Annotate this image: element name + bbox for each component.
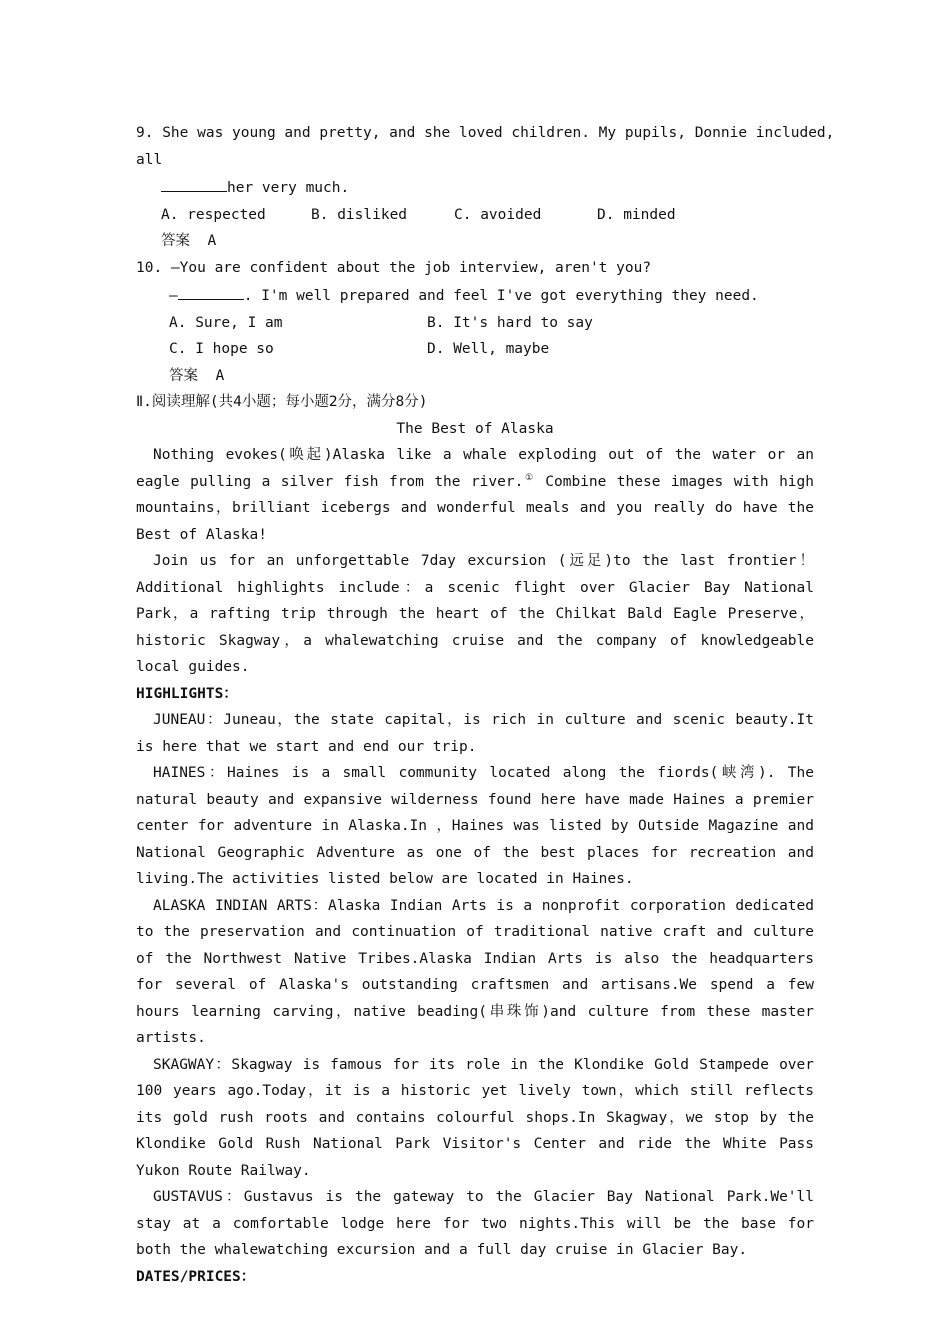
question-10-reply: [136, 281, 814, 310]
paragraph-intro-rest: Combine these images with high mountains，brilliant icebergs and wonderful meals and you really do have the Best of Alaska!: [136, 473, 814, 543]
question-10-options-row2: [136, 336, 814, 363]
question-9-stem-end: her very much.: [227, 180, 350, 196]
option-d: D. Well, maybe: [427, 341, 550, 357]
paragraph-indian-arts: ALASKA INDIAN ARTS：Alaska Indian Arts is a nonprofit corporation dedicated to the preservation and continuation of traditional native craft and culture of the Northwest Native Tribes.Alaska Indian Arts is also the headquarters for several of Alaska's outstanding craftsmen and artisans.We spend a few hours learning carving，native beading(串珠饰)and culture from these master artists.: [136, 897, 814, 1046]
question-9-stem: 9. She was young and pretty, and she loved children. My pupils, Donnie included,: [136, 125, 835, 141]
question-10-stem: 10. —You are confident about the job interview, aren't you?: [136, 259, 652, 276]
dash: —: [169, 288, 178, 304]
section-heading: Ⅱ.阅读理解(共4小题；每小题2分，满分8分): [136, 394, 428, 410]
question-10-options-row1: [136, 310, 814, 337]
paragraph-intro-text: Nothing evokes(唤起)Alaska like a whale exploding out of the water or an eagle pulling a silver fish from the river.: [136, 447, 814, 490]
paragraph-haines: HAINES：Haines is a small community located along the fiords(峡湾). The natural beauty and expansive wilderness found here have made Haines a premier center for adventure in Alaska.In ，Haines was listed by Outside Magazine and National Geographic Adventure as one of the best places for recreation and living.The activities listed below are located in Haines.: [136, 765, 814, 887]
paragraph-gustavus: GUSTAVUS：Gustavus is the gateway to the Glacier Bay National Park.We'll stay at a comfortable lodge here for two nights.This will be the base for both the whalewatching excursion and a full day cruise in Glacier Bay.: [136, 1189, 814, 1258]
option-a: A. Sure, I am: [169, 314, 283, 331]
question-9-answer: 答案 A: [161, 233, 217, 249]
question-9-stem-cont: all: [136, 151, 163, 168]
dates-prices-heading: DATES/PRICES：: [136, 1268, 256, 1285]
highlights-heading: HIGHLIGHTS：: [136, 685, 238, 702]
answer-blank: [161, 173, 227, 192]
footnote-marker: ①: [523, 472, 535, 483]
paragraph-join: Join us for an unforgettable 7day excursion (远足)to the last frontier！Additional highlights include：a scenic flight over Glacier Bay National Park，a rafting trip through the heart of the Chilkat Bald Eagle Preserve，historic Skagway，a whalewatching cruise and the company of knowledgeable local guides.: [136, 553, 814, 675]
question-9-options: [136, 202, 814, 229]
option-b: B. It's hard to say: [427, 314, 593, 331]
question-10-answer: 答案 A: [169, 367, 225, 384]
option-a: A. respected: [161, 206, 266, 223]
answer-blank: [178, 281, 244, 300]
option-c: C. avoided: [454, 206, 542, 223]
document-body: [136, 120, 835, 1290]
question-9-blank-line: [136, 173, 814, 202]
option-d: D. minded: [597, 206, 676, 223]
paragraph-skagway: SKAGWAY：Skagway is famous for its role in the Klondike Gold Stampede over 100 years ago.Today，it is a historic yet lively town，which still reflects its gold rush roots and contains colourful shops.In Skagway，we stop by the Klondike Gold Rush National Park Visitor's Center and ride the White Pass Yukon Route Railway.: [136, 1056, 814, 1179]
option-c: C. I hope so: [169, 341, 274, 357]
paragraph-intro: [136, 442, 814, 548]
paragraph-juneau: JUNEAU：Juneau，the state capital，is rich in culture and scenic beauty.It is here that we start and end our trip.: [136, 712, 814, 755]
passage-title: The Best of Alaska: [396, 420, 554, 437]
question-10-reply-rest: . I'm well prepared and feel I've got everything they need.: [243, 288, 759, 304]
option-b: B. disliked: [311, 206, 408, 223]
